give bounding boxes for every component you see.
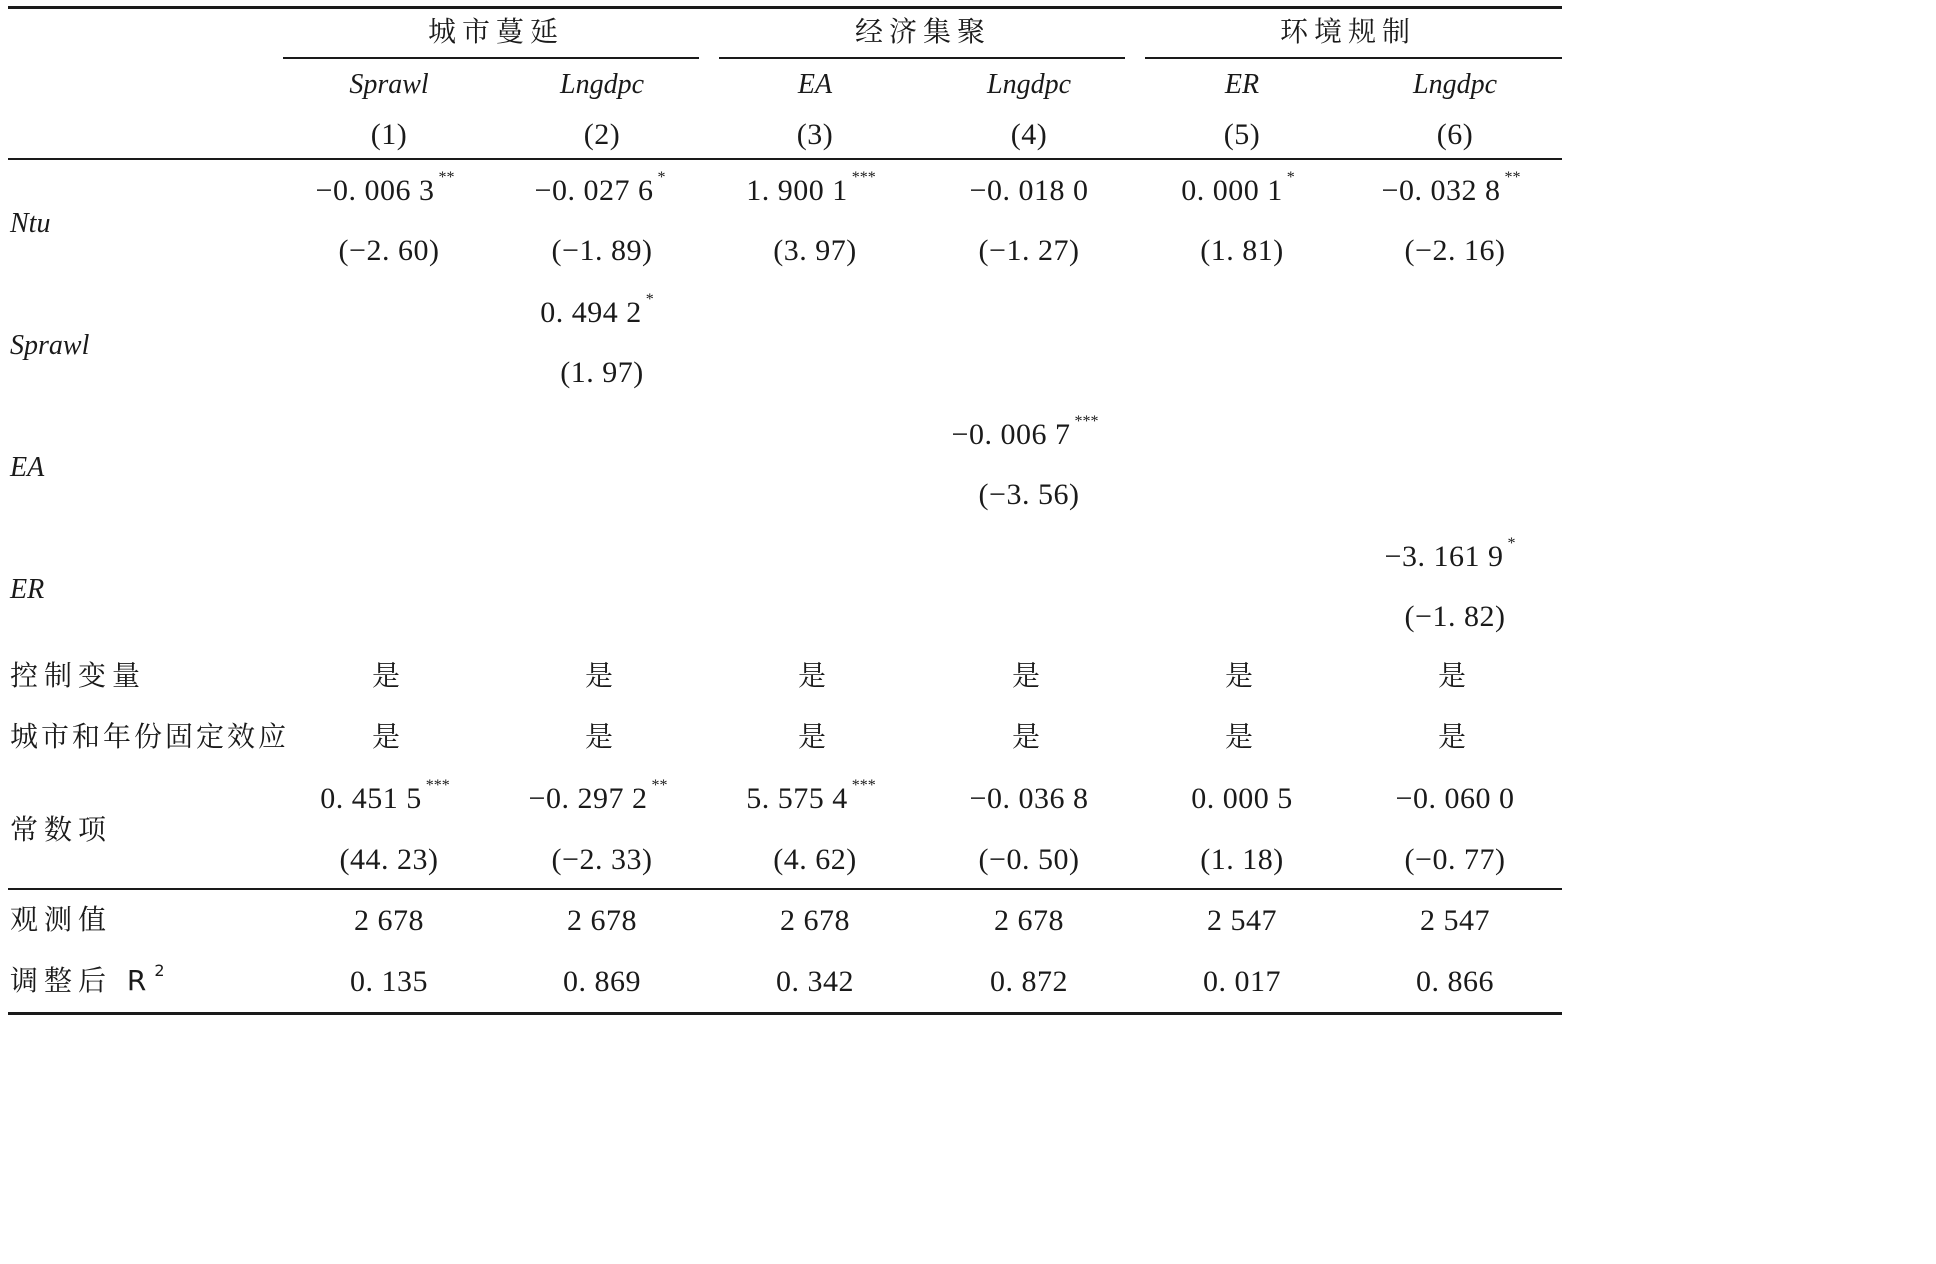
constant-t-3: (4. 62) [773,843,857,876]
constant-t-2: (−2. 33) [551,843,653,876]
significance-stars: * [1507,535,1516,552]
obs-5: 2 547 [1207,904,1277,937]
dep-var-2: Lngdpc [560,69,644,100]
ntu-t-6: (−2. 16) [1404,234,1506,267]
dep-var-4: Lngdpc [987,69,1071,100]
ea-coef-4: −0. 006 7 *** [951,413,1099,451]
er-coef-6: −3. 161 9 * [1384,535,1516,573]
constant-t-5: (1. 18) [1200,843,1284,876]
constant-t-6: (−0. 77) [1404,843,1506,876]
row-label-adj-r2: 调整后 R $^2$ [10,961,171,997]
constant-coef-5: 0. 000 5 [1191,782,1293,815]
significance-stars: * [1286,169,1295,186]
significance-stars: ** [651,777,668,794]
obs-2: 2 678 [567,904,637,937]
row-label-er: ER [10,574,45,605]
fixed-effects-1: 是 [371,720,407,753]
col-num-2: (2) [583,118,621,151]
header-rule [8,158,1562,160]
controls-3: 是 [797,659,833,692]
ntu-t-1: (−2. 60) [338,234,440,267]
row-label-ea: EA [10,452,45,483]
group-underline-3 [1145,57,1562,59]
significance-stars: * [657,169,666,186]
ntu-t-3: (3. 97) [773,234,857,267]
controls-6: 是 [1437,659,1473,692]
row-label-sprawl: Sprawl [10,330,90,361]
ntu-coef-4: −0. 018 0 [969,174,1089,207]
sprawl-t-2: (1. 97) [560,356,644,389]
constant-coef-4: −0. 036 8 [969,782,1089,815]
ntu-t-2: (−1. 89) [551,234,653,267]
body-rule [8,888,1562,890]
ntu-coef-5: 0. 000 1 * [1181,169,1295,207]
significance-stars: ** [1504,169,1521,186]
constant-coef-2: −0. 297 2 ** [528,777,668,815]
dep-var-5: ER [1224,69,1260,100]
fixed-effects-4: 是 [1011,720,1047,753]
col-num-3: (3) [796,118,834,151]
controls-1: 是 [371,659,407,692]
group-underline-2 [719,57,1125,59]
row-label-constant: 常数项 [10,813,113,846]
er-t-6: (−1. 82) [1404,600,1506,633]
ntu-coef-2: −0. 027 6 * [534,169,666,207]
group-underline-1 [283,57,699,59]
dep-var-3: EA [797,69,833,100]
ntu-coef-3: 1. 900 1 *** [746,169,876,207]
significance-stars: *** [425,777,450,794]
adj-r2-2: 0. 869 [563,965,641,998]
obs-3: 2 678 [780,904,850,937]
significance-stars: *** [1074,413,1099,430]
row-label-controls: 控制变量 [10,659,147,692]
fixed-effects-6: 是 [1437,720,1473,753]
fixed-effects-5: 是 [1224,720,1260,753]
adj-r2-6: 0. 866 [1416,965,1494,998]
row-label-ntu: Ntu [10,208,51,239]
ntu-t-4: (−1. 27) [978,234,1080,267]
adj-r2-4: 0. 872 [990,965,1068,998]
group-header-agglomeration: 经济集聚 [854,15,992,48]
constant-coef-3: 5. 575 4 *** [746,777,876,815]
adj-r2-3: 0. 342 [776,965,854,998]
col-num-5: (5) [1223,118,1261,151]
constant-t-4: (−0. 50) [978,843,1080,876]
col-num-1: (1) [370,118,408,151]
ea-t-4: (−3. 56) [978,478,1080,511]
ntu-coef-6: −0. 032 8 ** [1381,169,1521,207]
group-header-sprawl: 城市蔓延 [427,15,565,48]
sprawl-coef-2: 0. 494 2 * [540,291,654,329]
adj-r2-5: 0. 017 [1203,965,1281,998]
fixed-effects-2: 是 [584,720,620,753]
col-num-6: (6) [1436,118,1474,151]
ntu-t-5: (1. 81) [1200,234,1284,267]
controls-5: 是 [1224,659,1260,692]
top-rule [8,6,1562,9]
r2-superscript: 2 [154,961,171,980]
ntu-coef-1: −0. 006 3 ** [315,169,455,207]
dep-var-1: Sprawl [349,69,429,100]
row-label-fixed-effects: 城市和年份固定效应 [10,720,290,753]
constant-coef-6: −0. 060 0 [1395,782,1515,815]
constant-coef-1: 0. 451 5 *** [320,777,450,815]
significance-stars: ** [438,169,455,186]
obs-1: 2 678 [354,904,424,937]
obs-6: 2 547 [1420,904,1490,937]
controls-2: 是 [584,659,620,692]
significance-stars: *** [851,777,876,794]
bottom-rule [8,1012,1562,1015]
adj-r2-1: 0. 135 [350,965,428,998]
fixed-effects-3: 是 [797,720,833,753]
row-label-observations: 观测值 [10,903,113,936]
significance-stars: * [645,291,654,308]
dep-var-6: Lngdpc [1413,69,1497,100]
constant-t-1: (44. 23) [339,843,439,876]
controls-4: 是 [1011,659,1047,692]
significance-stars: *** [851,169,876,186]
obs-4: 2 678 [994,904,1064,937]
group-header-regulation: 环境规制 [1279,15,1417,48]
col-num-4: (4) [1010,118,1048,151]
